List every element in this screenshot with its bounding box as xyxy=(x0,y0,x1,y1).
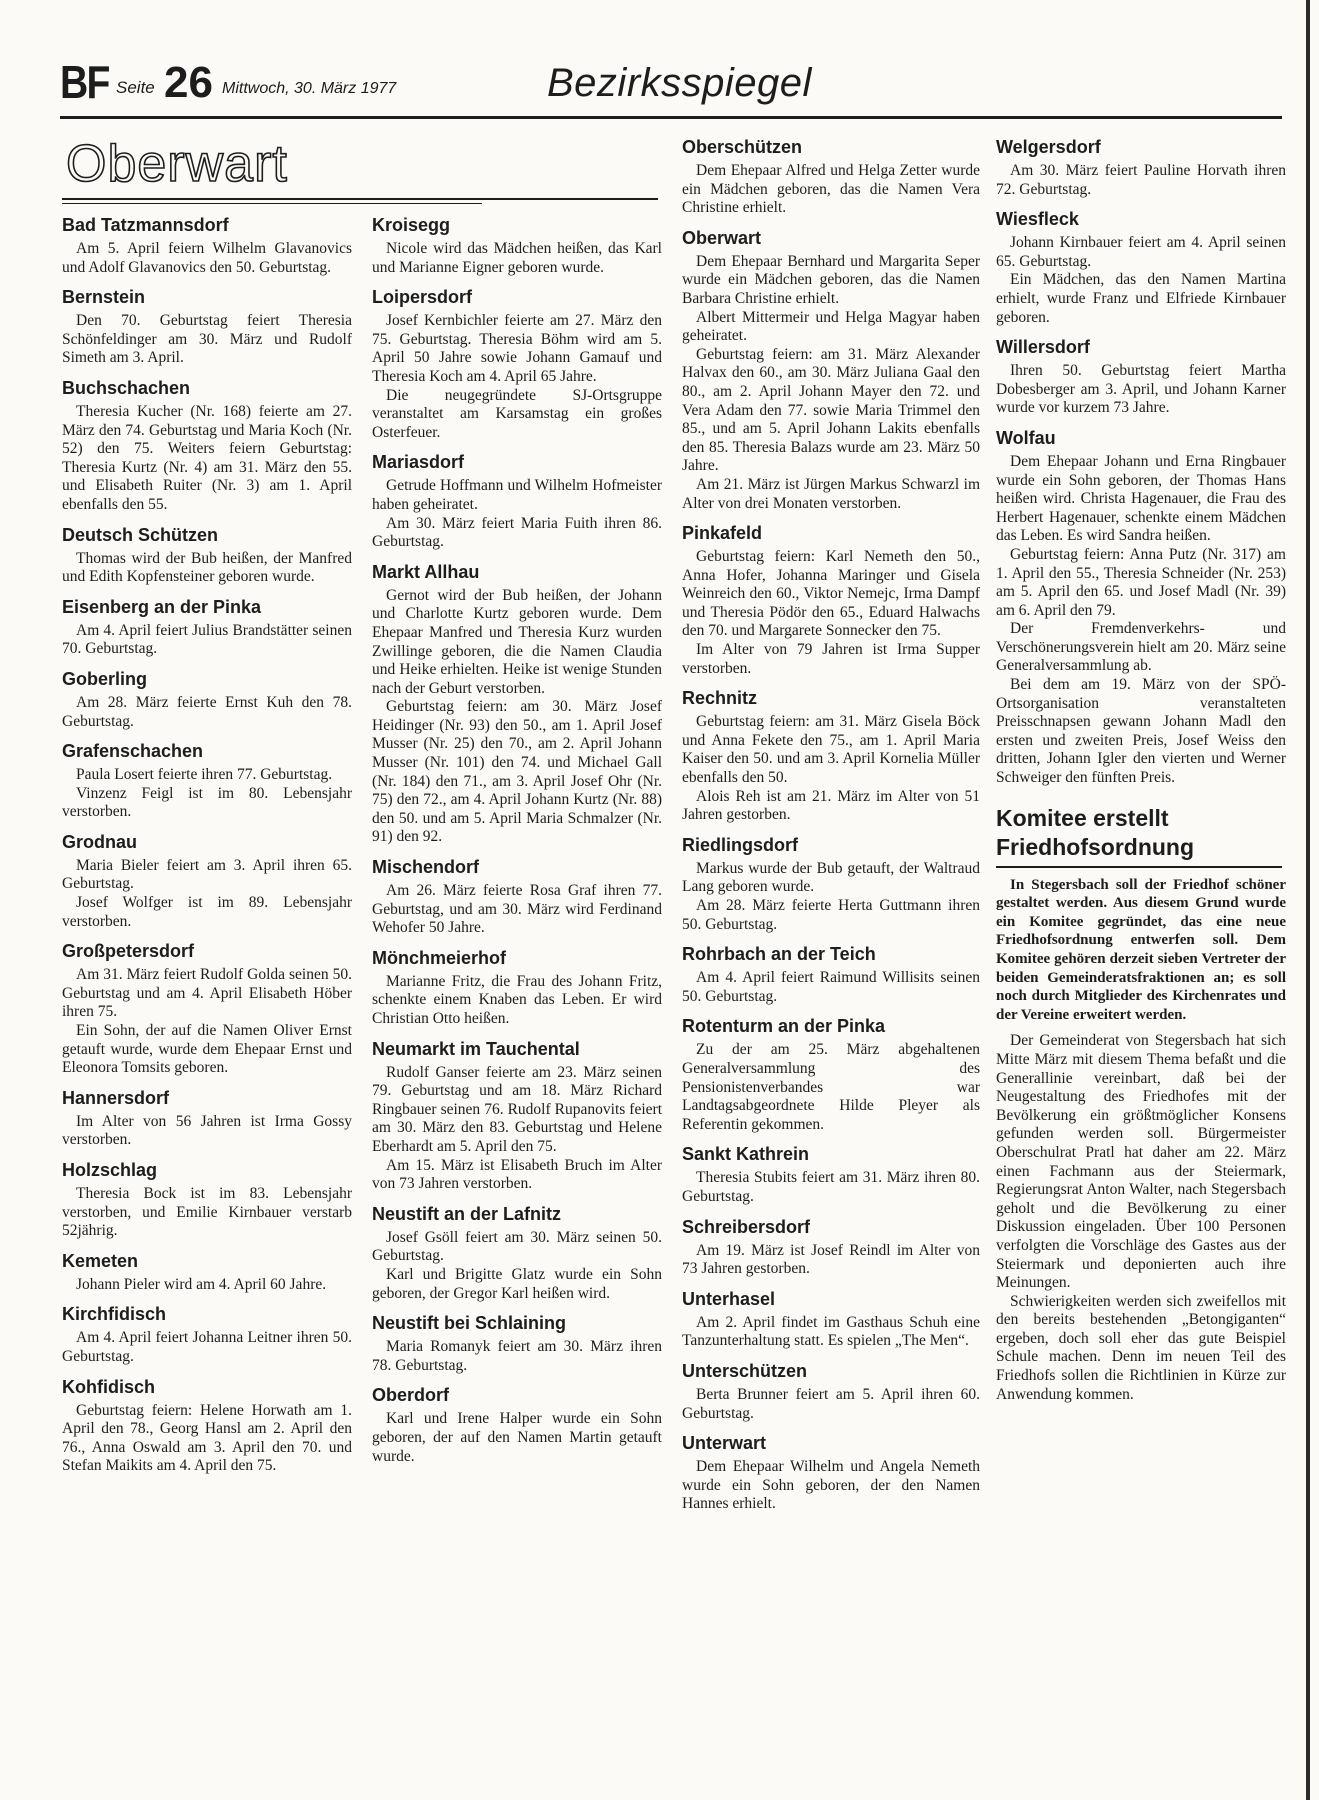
news-item xyxy=(682,834,980,934)
place-heading: Willersdorf xyxy=(996,337,1090,358)
article-rule xyxy=(996,866,1282,868)
place-heading: Oberschützen xyxy=(682,137,803,157)
place-heading: Neustift an der Lafnitz xyxy=(372,1203,562,1224)
news-paragraph: Nicole wird das Mädchen heißen, das Karl und Marianne Eigner geboren wurde. xyxy=(372,240,662,276)
news-paragraph: Vinzenz Feigl ist im 80. Lebensjahr verstorben. xyxy=(62,784,352,821)
page-number: 26 xyxy=(164,58,213,107)
news-paragraph: Dem Ehepaar Johann und Erna Ringbauer wurde ein Sohn geboren, der Thomas Hans heißen wird. Christa Hagenauer, die Frau des Herbert Hagenauer, schenkte einem Mädchen das Leben. Es wird Sandra heißen. xyxy=(996,452,1286,545)
news-paragraph: Theresia Bock ist im 83. Lebensjahr verstorben, und Emilie Kirnbauer verstarb 52jährig. xyxy=(62,1185,352,1240)
place-heading: Kohfidisch xyxy=(62,1376,155,1397)
news-paragraph: Am 4. April feiert Julius Brandstätter seinen 70. Geburtstag. xyxy=(62,621,352,658)
district-logo: Oberwart xyxy=(66,135,288,193)
news-item xyxy=(62,831,352,931)
news-paragraph: Am 5. April feiern Wilhelm Glavanovics und Adolf Glavanovics den 50. Geburtstag. xyxy=(62,240,352,276)
place-heading: Mönchmeierhof xyxy=(372,947,507,968)
news-paragraph: Im Alter von 79 Jahren ist Irma Supper verstorben. xyxy=(682,641,980,677)
news-item xyxy=(372,1312,662,1375)
news-paragraph: Gernot wird der Bub heißen, der Johann und Charlotte Kurtz geboren wurde. Dem Ehepaar Manfred und Theresia Kurz wurden Zwillinge geboren, die die Namen Claudia und Heike erhielten. Heike ist wenige Stunden nach der Geburt verstorben. xyxy=(372,586,662,697)
news-item xyxy=(62,377,352,515)
news-item xyxy=(62,214,352,277)
news-item xyxy=(372,286,662,442)
news-paragraph: Rudolf Ganser feierte am 23. März seinen 79. Geburtstag und am 18. März Richard Ringbauer seinen 76. Rudolf Rupanovits feiert am 30. März den 83. Geburtstag und Helene Eberhardt am 5. April den 75. xyxy=(372,1063,662,1155)
place-heading: Goberling xyxy=(62,668,147,689)
issue-date: Mittwoch, 30. März 1977 xyxy=(222,80,397,97)
news-item xyxy=(62,668,352,731)
news-paragraph: Geburtstag feiern: Karl Nemeth den 50., Anna Hofer, Johanna Maringer und Gisela Weinreich den 60., Viktor Nemejc, Irma Dampf und Theresia Pödör den 65., Eduard Halwachs den 70. und Margarete Sonnecker den 75. xyxy=(682,548,980,640)
news-item xyxy=(682,136,980,218)
place-heading: Rechnitz xyxy=(682,688,758,709)
place-heading: Kroisegg xyxy=(372,215,451,235)
logo-rule-thin xyxy=(62,203,482,204)
news-paragraph: Berta Brunner feiert am 5. April ihren 60. Geburtstag. xyxy=(682,1385,980,1422)
place-heading: Holzschlag xyxy=(62,1160,158,1180)
news-paragraph: Ein Mädchen, das den Namen Martina erhielt, wurde Franz und Elfriede Kirnbauer geboren. xyxy=(996,271,1286,326)
news-item xyxy=(62,286,352,368)
news-item xyxy=(682,1432,980,1514)
news-paragraph: Geburtstag feiern: am 31. März Gisela Böck und Anna Fekete den 75., am 1. April Maria Kaiser den 50. und am 3. April Kornelia Müller ebenfalls den 50. xyxy=(682,713,980,787)
news-paragraph: Geburtstag feiern: am 30. März Josef Heidinger (Nr. 93) den 50., am 1. April Josef Musser (Nr. 25) den 70., am 2. April Johann Musser (Nr. 101) den 74. und Michael Gall (Nr. 184) den 71., am 3. April Josef Ohr (Nr. 75) den 72., am 4. April Johann Kurtz (Nr. 88) den 50. und am 5. April Maria Schmalzer (Nr. 91) den 92. xyxy=(372,698,662,846)
news-item xyxy=(62,1250,352,1295)
news-paragraph: Theresia Stubits feiert am 31. März ihren 80. Geburtstag. xyxy=(682,1169,980,1205)
logo-rule xyxy=(62,198,658,200)
news-item xyxy=(372,947,662,1029)
news-item xyxy=(372,856,662,938)
place-heading: Mischendorf xyxy=(372,857,480,878)
page-edge xyxy=(1306,0,1310,1800)
masthead-rule xyxy=(60,116,1282,119)
news-item xyxy=(62,1087,352,1150)
column-1 xyxy=(62,214,352,1476)
news-item xyxy=(682,522,980,678)
komitee-article xyxy=(996,804,1286,1405)
news-item xyxy=(62,596,352,659)
news-item xyxy=(996,208,1286,327)
place-heading: Wolfau xyxy=(996,427,1056,448)
news-paragraph: Bei dem am 19. März von der SPÖ-Ortsorganisation veranstalteten Preisschnapsen gewann Johann Madl den ersten und zweiten Preis, Josef Weiss den dritten, Johann Igler den vierten und Werner Schweiger den fünften Preis. xyxy=(996,676,1286,787)
place-heading: Hannersdorf xyxy=(62,1087,170,1108)
news-item xyxy=(62,1376,352,1476)
news-paragraph: Markus wurde der Bub getauft, der Waltraud Lang geboren wurde. xyxy=(682,859,980,896)
place-heading: Bernstein xyxy=(62,287,146,308)
place-heading: Wiesfleck xyxy=(996,209,1079,230)
news-paragraph: Getrude Hoffmann und Wilhelm Hofmeister haben geheiratet. xyxy=(372,477,662,513)
news-paragraph: Der Fremdenverkehrs- und Verschönerungsverein hielt am 20. März seine Generalversammlung ab. xyxy=(996,620,1286,675)
place-heading: Grafenschachen xyxy=(62,741,204,762)
news-paragraph: Dem Ehepaar Bernhard und Margarita Seper wurde ein Mädchen geboren, das die Namen Barbara Christine erhielt. xyxy=(682,252,980,307)
news-item xyxy=(372,214,662,277)
place-heading: Welgersdorf xyxy=(996,137,1101,157)
news-item xyxy=(682,1015,980,1134)
news-paragraph: Am 26. März feierte Rosa Graf ihren 77. Geburtstag, und am 30. März wird Ferdinand Wehofer 50 Jahre. xyxy=(372,882,662,937)
news-paragraph: Maria Romanyk feiert am 30. März ihren 78. Geburtstag. xyxy=(372,1338,662,1374)
news-paragraph: Am 21. März ist Jürgen Markus Schwarzl im Alter von drei Monaten verstorben. xyxy=(682,475,980,512)
news-paragraph: Am 28. März feierte Herta Guttmann ihren 50. Geburtstag. xyxy=(682,897,980,933)
news-item xyxy=(682,1143,980,1206)
news-item xyxy=(682,1216,980,1279)
news-item xyxy=(62,940,352,1078)
news-item xyxy=(682,227,980,513)
news-item xyxy=(996,427,1286,788)
news-paragraph: Am 2. April findet im Gasthaus Schuh eine Tanzunterhaltung statt. Es spielen „The Men“. xyxy=(682,1313,980,1350)
news-paragraph: Johann Kirnbauer feiert am 4. April seinen 65. Geburtstag. xyxy=(996,234,1286,270)
news-paragraph: Marianne Fritz, die Frau des Johann Fritz, schenkte einem Knaben das Leben. Er wird Christian Otto heißen. xyxy=(372,972,662,1027)
place-heading: Unterschützen xyxy=(682,1360,808,1381)
article-paragraph: Schwierigkeiten werden sich zweifellos mit den bereits bestehenden „Betongiganten“ ergeben, doch soll eher das gute Beispiel Schule machen. Denn im neuen Teil des Friedhofs sollen die Richtlinien in Kürze zur Anwendung kommen. xyxy=(996,1292,1286,1403)
place-heading: Deutsch Schützen xyxy=(62,524,219,545)
news-paragraph: Am 19. März ist Josef Reindl im Alter von 73 Jahren gestorben. xyxy=(682,1241,980,1278)
place-heading: Mariasdorf xyxy=(372,452,465,473)
column-4 xyxy=(996,136,1286,1404)
news-paragraph: Thomas wird der Bub heißen, der Manfred und Edith Kopfensteiner geboren wurde. xyxy=(62,549,352,586)
news-paragraph: Ihren 50. Geburtstag feiert Martha Dobesberger am 3. April, und Johann Karner wurde vor kurzem 73 Jahre. xyxy=(996,362,1286,417)
place-heading: Kemeten xyxy=(62,1250,139,1271)
place-heading: Sankt Kathrein xyxy=(682,1144,810,1165)
article-lead: In Stegersbach soll der Friedhof schöner gestaltet werden. Aus diesem Grund wurde ein Komitee gegründet, das eine neue Friedhofsordnung entwerfen soll. Dem Komitee gehören derzeit sieben Vertreter der beiden Gemeinderatsfraktionen an; es soll noch durch Mitglieder des Kirchenrates und der Vereine erweitert werden. xyxy=(996,876,1286,1023)
place-heading: Neumarkt im Tauchental xyxy=(372,1038,580,1059)
news-paragraph: Den 70. Geburtstag feiert Theresia Schönfeldinger am 30. März und Rudolf Simeth am 3. April. xyxy=(62,312,352,367)
place-heading: Bad Tatzmannsdorf xyxy=(62,215,229,235)
article-headline: Komitee erstellt Friedhofsordnung xyxy=(996,804,1195,860)
news-item xyxy=(62,740,352,822)
news-paragraph: Am 15. März ist Elisabeth Bruch im Alter von 73 Jahren verstorben. xyxy=(372,1156,662,1193)
news-paragraph: Geburtstag feiern: Anna Putz (Nr. 317) am 1. April den 55., Theresia Schneider (Nr. 253) am 5. April den 65. und Josef Madl (Nr. 39) am 6. April den 79. xyxy=(996,545,1286,619)
news-paragraph: Josef Kernbichler feierte am 27. März den 75. Geburtstag. Theresia Böhm wird am 5. April 50 Jahre sowie Johann Gamauf und Theresia Koch am 4. April 65 Jahre. xyxy=(372,312,662,385)
district-logo-area xyxy=(66,134,656,204)
news-paragraph: Am 30. März feiert Pauline Horvath ihren 72. Geburtstag. xyxy=(996,162,1286,198)
place-heading: Neustift bei Schlaining xyxy=(372,1313,567,1334)
news-paragraph: Dem Ehepaar Alfred und Helga Zetter wurde ein Mädchen geboren, das die Namen Vera Christine erhielt. xyxy=(682,162,980,217)
news-item xyxy=(372,561,662,847)
news-paragraph: Am 30. März feiert Maria Fuith ihren 86. Geburtstag. xyxy=(372,514,662,551)
place-heading: Kirchfidisch xyxy=(62,1304,167,1325)
news-item xyxy=(372,1203,662,1303)
news-paragraph: Geburtstag feiern: Helene Horwath am 1. April den 78., Georg Hansl am 2. April den 76., Anna Oswald am 3. April den 70. und Stefan Maikits am 4. April den 75. xyxy=(62,1401,352,1475)
news-paragraph: Geburtstag feiern: am 31. März Alexander Halvax den 60., am 30. März Juliana Gaal den 80., am 2. April Johann Mayer den 72. und Vera Adam den 77. sowie Maria Trimmel den 85., und am 5. April Johann Lakits ebenfalls den 85. Theresia Balazs wurde am 23. März 50 Jahre. xyxy=(682,345,980,475)
place-heading: Oberwart xyxy=(682,227,762,248)
news-item xyxy=(682,1288,980,1351)
news-paragraph: Ein Sohn, der auf die Namen Oliver Ernst getauft wurde, wurde dem Ehepaar Ernst und Eleonora Tomsits geboren. xyxy=(62,1022,352,1077)
news-paragraph: Maria Bieler feiert am 3. April ihren 65. Geburtstag. xyxy=(62,856,352,893)
news-item xyxy=(682,687,980,825)
news-paragraph: Alois Reh ist am 21. März im Alter von 51 Jahren gestorben. xyxy=(682,787,980,824)
place-heading: Buchschachen xyxy=(62,377,191,398)
news-paragraph: Dem Ehepaar Wilhelm und Angela Nemeth wurde ein Sohn geboren, der den Namen Hannes erhielt. xyxy=(682,1458,980,1513)
news-paragraph: Die neugegründete SJ-Ortsgruppe veranstaltet am Karsamstag ein großes Osterfeuer. xyxy=(372,386,662,441)
place-heading: Unterwart xyxy=(682,1433,767,1454)
news-item xyxy=(996,336,1286,418)
news-paragraph: Am 4. April feiert Johanna Leitner ihren 50. Geburtstag. xyxy=(62,1329,352,1365)
place-heading: Rohrbach an der Teich xyxy=(682,944,876,965)
news-paragraph: Albert Mittermeir und Helga Magyar haben geheiratet. xyxy=(682,308,980,345)
news-paragraph: Am 4. April feiert Raimund Willisits seinen 50. Geburtstag. xyxy=(682,969,980,1005)
news-item xyxy=(62,1303,352,1366)
news-item xyxy=(682,943,980,1006)
place-heading: Großpetersdorf xyxy=(62,941,195,962)
article-body xyxy=(996,1032,1286,1404)
place-heading: Grodnau xyxy=(62,831,137,852)
news-item xyxy=(682,1360,980,1423)
page-label: Seite xyxy=(116,78,155,97)
news-paragraph: Im Alter von 56 Jahren ist Irma Gossy verstorben. xyxy=(62,1112,352,1149)
news-item xyxy=(372,1384,662,1466)
place-heading: Unterhasel xyxy=(682,1288,776,1309)
news-paragraph: Josef Gsöll feiert am 30. März seinen 50. Geburtstag. xyxy=(372,1228,662,1265)
news-paragraph: Karl und Brigitte Glatz wurde ein Sohn geboren, der Gregor Karl heißen wird. xyxy=(372,1265,662,1302)
news-item xyxy=(372,1038,662,1194)
place-heading: Markt Allhau xyxy=(372,561,480,582)
news-item xyxy=(62,1159,352,1241)
place-heading: Oberdorf xyxy=(372,1385,450,1406)
column-4-items xyxy=(996,136,1286,788)
news-item xyxy=(372,451,662,551)
news-paragraph: Johann Pieler wird am 4. April 60 Jahre. xyxy=(76,1275,327,1293)
place-heading: Schreibersdorf xyxy=(682,1216,811,1237)
news-paragraph: Am 31. März feiert Rudolf Golda seinen 50. Geburtstag und am 4. April Elisabeth Höber ihren 75. xyxy=(62,966,352,1021)
news-paragraph: Zu der am 25. März abgehaltenen Generalversammlung des Pensionistenverbandes war Landtagsabgeordnete Hilde Pleyer als Referentin gekommen. xyxy=(682,1041,980,1133)
news-item xyxy=(62,524,352,587)
place-heading: Pinkafeld xyxy=(682,523,763,544)
news-paragraph: Am 28. März feierte Ernst Kuh den 78. Geburtstag. xyxy=(62,693,352,730)
column-2 xyxy=(372,214,662,1466)
masthead xyxy=(60,54,1280,110)
news-paragraph: Josef Wolfger ist im 89. Lebensjahr verstorben. xyxy=(62,894,352,930)
paper-logo: BF xyxy=(60,56,109,108)
section-title: Bezirksspiegel xyxy=(547,61,812,105)
column-3 xyxy=(682,136,980,1514)
place-heading: Eisenberg an der Pinka xyxy=(62,596,262,617)
place-heading: Rotenturm an der Pinka xyxy=(682,1016,886,1037)
news-paragraph: Karl und Irene Halper wurde ein Sohn geboren, der auf den Namen Martin getauft wurde. xyxy=(372,1410,662,1465)
news-paragraph: Theresia Kucher (Nr. 168) feierte am 27. März den 74. Geburtstag und Maria Koch (Nr. 52) den 75. Weiters feiern Geburtstag: Theresia Kurtz (Nr. 4) am 31. März den 55. und Elisabeth Ruiter (Nr. 3) am 1. April ebenfalls den 55. xyxy=(62,402,352,513)
place-heading: Loipersdorf xyxy=(372,287,473,308)
news-paragraph: Paula Losert feierte ihren 77. Geburtstag. xyxy=(76,766,333,784)
article-paragraph: Der Gemeinderat von Stegersbach hat sich Mitte März mit diesem Thema befaßt und die Generallinie vereinbart, daß bei der Neugestaltung des Friedhofes mit der Bevölkerung ein größtmöglicher Konsens gefunden werden soll. Bürgermeister Oberschulrat Pratl hat daher am 22. März einen Fachmann aus der Steiermark, Regierungsrat Anton Walter, nach Stegersbach geholt und die Bevölkerung zu einer Diskussion eingeladen. Über 100 Personen verfolgten die Vorschläge des Gastes aus der Steiermark und deponierten auch ihre Meinungen. xyxy=(996,1032,1286,1292)
news-item xyxy=(996,136,1286,199)
place-heading: Riedlingsdorf xyxy=(682,834,798,855)
